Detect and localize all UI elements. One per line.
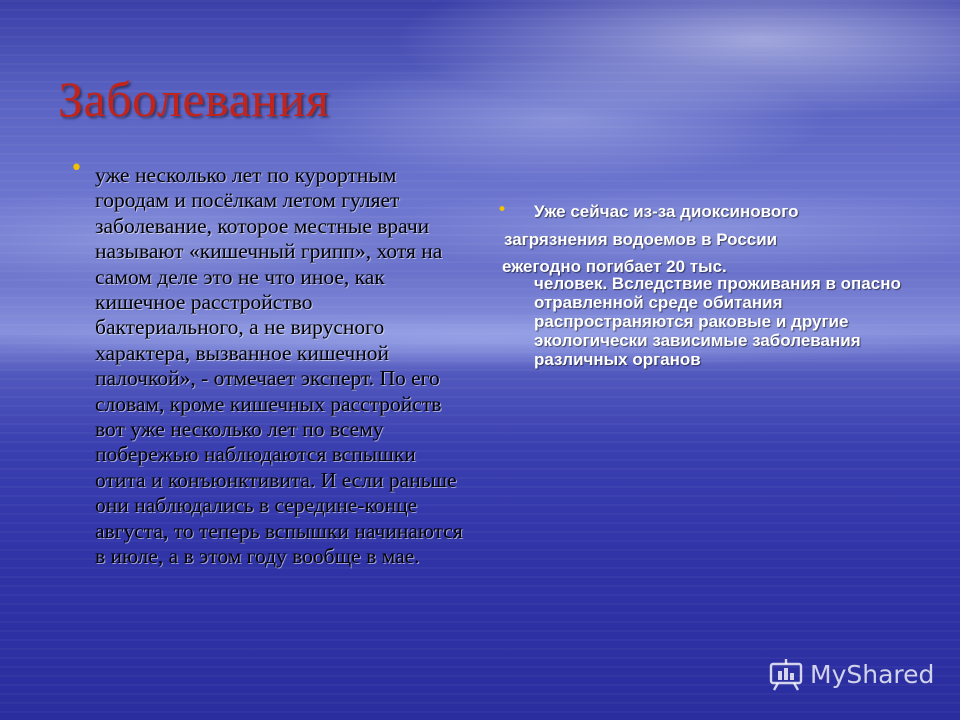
bullet-dot-icon: • <box>497 200 508 220</box>
right-bullet-line: загрязнения водоемов в России <box>504 230 778 249</box>
right-bullet-line: Уже сейчас из-за диоксинового <box>534 202 799 221</box>
left-bullet-text: уже несколько лет по курортным городам и посёлкам летом гуляет заболевание, которое местные врачи называют «кишечный грипп», хотя на самом деле это не что иное, как кишечное расстройство бактериального, а не вирусного характера, вызванное кишечной палочкой», - отмечает эксперт. По его словам, кроме кишечных расстройств вот уже несколько лет по всему побережью наблюдаются вспышки отита и конъюнктивита. И если раньше они наблюдались в середине-конце августа, то теперь вспышки начинаются в июле, а в этом году вообще в мае. <box>95 163 463 569</box>
watermark-text: MyShared <box>810 659 935 689</box>
right-bullet-line: ежегодно погибает 20 тыс. <box>502 257 727 276</box>
slide-title: Заболевания <box>58 71 330 127</box>
bullet-dot-icon: • <box>70 156 83 181</box>
myshared-watermark <box>768 654 934 694</box>
right-bullet-paragraph: человек. Вследствие проживания в опасно отравленной среде обитания распространяются раковые и другие экологически зависимые заболевания различных органов <box>534 274 901 369</box>
presentation-board-icon <box>768 657 804 691</box>
